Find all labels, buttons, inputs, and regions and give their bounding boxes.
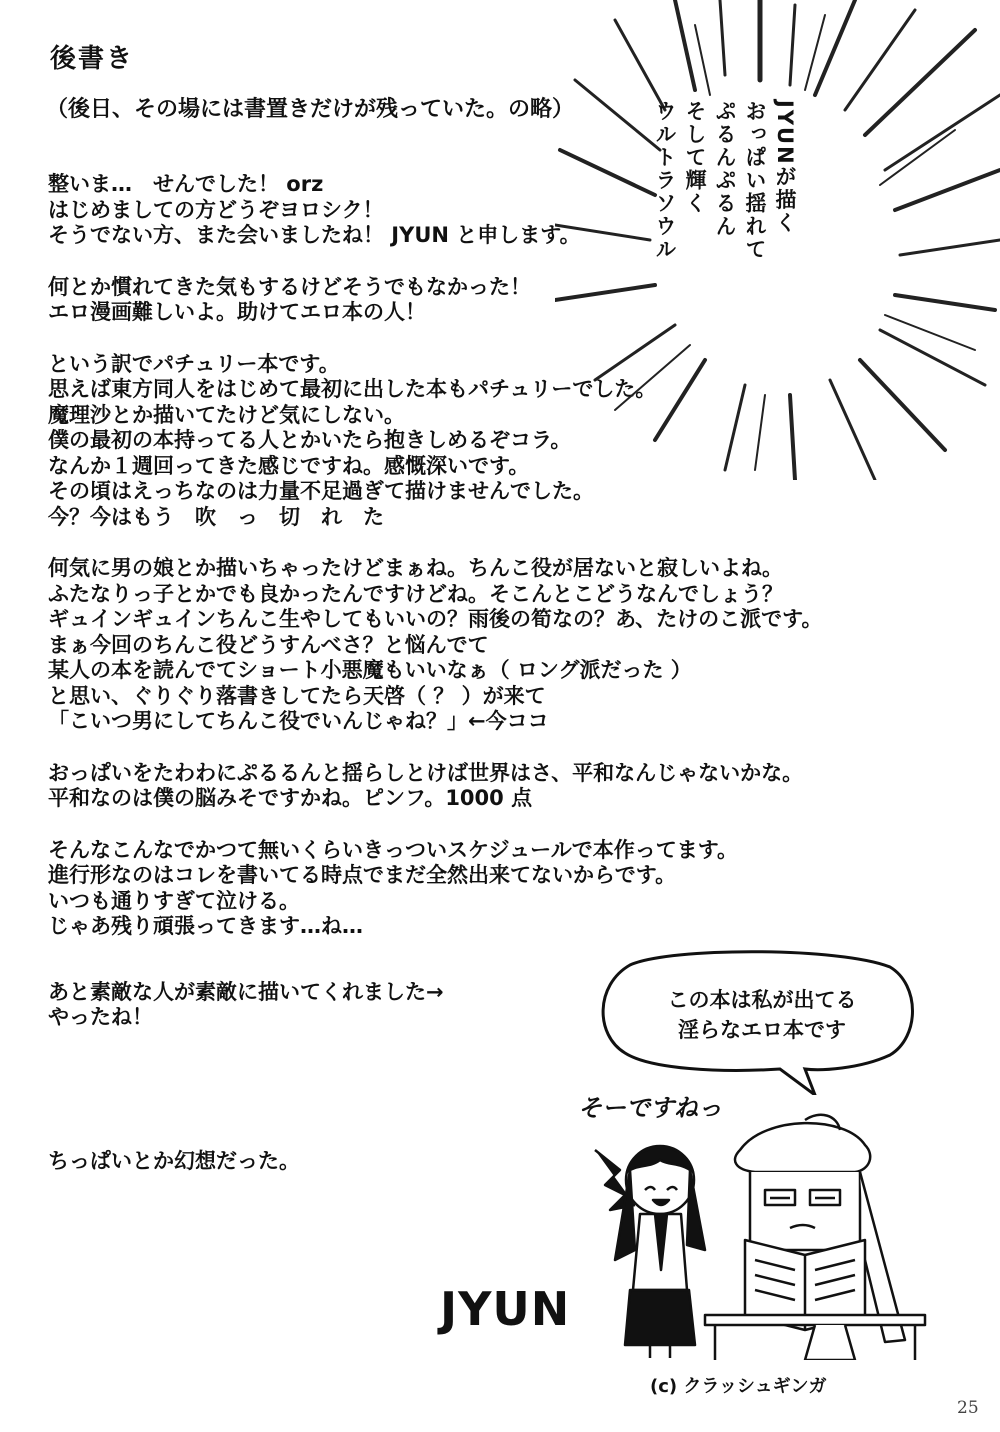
text-line: 「こいつ男にしてちんこ役でいんじゃね？」←今ココ <box>48 709 549 733</box>
paragraph <box>48 556 928 735</box>
text-line: いつも通りすぎて泣ける。 <box>48 888 300 913</box>
bubble-line: 淫らなエロ本です <box>678 1018 846 1042</box>
text-line: やったね！ <box>48 1005 153 1029</box>
burst-vertical-text <box>650 100 800 390</box>
text-line: 魔理沙とか描いてたけど気にしない。 <box>48 402 405 427</box>
text-line: という訳でパチュリー本です。 <box>48 351 340 376</box>
text-line: ふたなりっ子とかでも良かったんですけどね。そこんとこどうなんでしょう？ <box>48 581 783 606</box>
text-line: はじめましての方どうぞヨロシク！ <box>48 197 384 222</box>
text-line: 思えば東方同人をはじめて最初に出した本もパチュリーでした。 <box>48 377 657 401</box>
text-line: と思い、ぐりぐり落書きしてたら天啓（ ？ ）が来て <box>48 683 546 708</box>
text-line: エロ漫画難しいよ。助けてエロ本の人！ <box>48 300 426 324</box>
burst-line: そして輝く <box>683 100 707 215</box>
bubble-text <box>612 985 912 1045</box>
closing-line: ちっぱいとか幻想だった。 <box>48 1148 300 1173</box>
burst-line: おっぱい揺れて <box>743 100 767 261</box>
text-line: おっぱいをたわわにぷるるんと揺らしとけば世界はさ、平和なんじゃないかな。 <box>48 760 804 785</box>
text-line: なんか１週回ってきた感じですね。感慨深いです。 <box>48 453 530 478</box>
text-line: 何気に男の娘とか描いちゃったけどまぁね。ちんこ役が居ないと寂しいよね。 <box>48 556 783 580</box>
text-line: 某人の本を読んでてショート小悪魔もいいなぁ（ ロング派だった ） <box>48 658 692 682</box>
burst-line: JYUNが描く <box>773 100 797 235</box>
page-title: 後書き <box>50 44 135 74</box>
page-subtitle: （後日、その場には書置きだけが残っていた。の略） <box>46 97 575 122</box>
text-line: じゃあ残り頑張ってきます…ね… <box>48 914 363 938</box>
text-line: その頃はえっちなのは力量不足過ぎて描けませんでした。 <box>48 479 594 503</box>
text-line: 整いま… せんでした！ orz <box>48 172 324 196</box>
text-line: 僕の最初の本持ってる人とかいたら抱きしめるぞコラ。 <box>48 428 572 452</box>
page-number: 25 <box>957 1398 979 1418</box>
illustration-credit: (c) クラッシュギンガ <box>650 1376 827 1397</box>
text-line: ギュインギュインちんこ生やしてもいいの？雨後の筍なの？あ、たけのこ派です。 <box>48 607 823 631</box>
author-signature: JYUN <box>440 1282 571 1336</box>
text-line: あと素敵な人が素敵に描いてくれました→ <box>48 979 444 1004</box>
burst-line: ウルトラソウル <box>653 100 677 261</box>
burst-line: ぷるんぷるん <box>713 100 737 238</box>
paragraph <box>48 761 928 812</box>
text-line: 進行形なのはコレを書いてる時点でまだ全然出来てないからです。 <box>48 863 677 887</box>
text-line: そんなこんなでかつて無いくらいきっついスケジュールで本作ってます。 <box>48 837 739 862</box>
text-line: 平和なのは僕の脳みそですかね。ピンフ。1000 点 <box>48 786 533 810</box>
reply-text: そーですねっ <box>578 1094 722 1122</box>
character-illustration <box>575 1110 935 1360</box>
text-line: 今？今はもう 吹 っ 切 れ た <box>48 504 384 529</box>
text-line: まぁ今回のちんこ役どうすんべさ？と悩んでて <box>48 632 489 657</box>
paragraph <box>48 838 928 940</box>
text-line: 何とか慣れてきた気もするけどそうでもなかった！ <box>48 274 531 299</box>
text-line: そうでない方、また会いましたね！ JYUN と申します。 <box>48 223 581 247</box>
bubble-line: この本は私が出てる <box>667 988 857 1012</box>
